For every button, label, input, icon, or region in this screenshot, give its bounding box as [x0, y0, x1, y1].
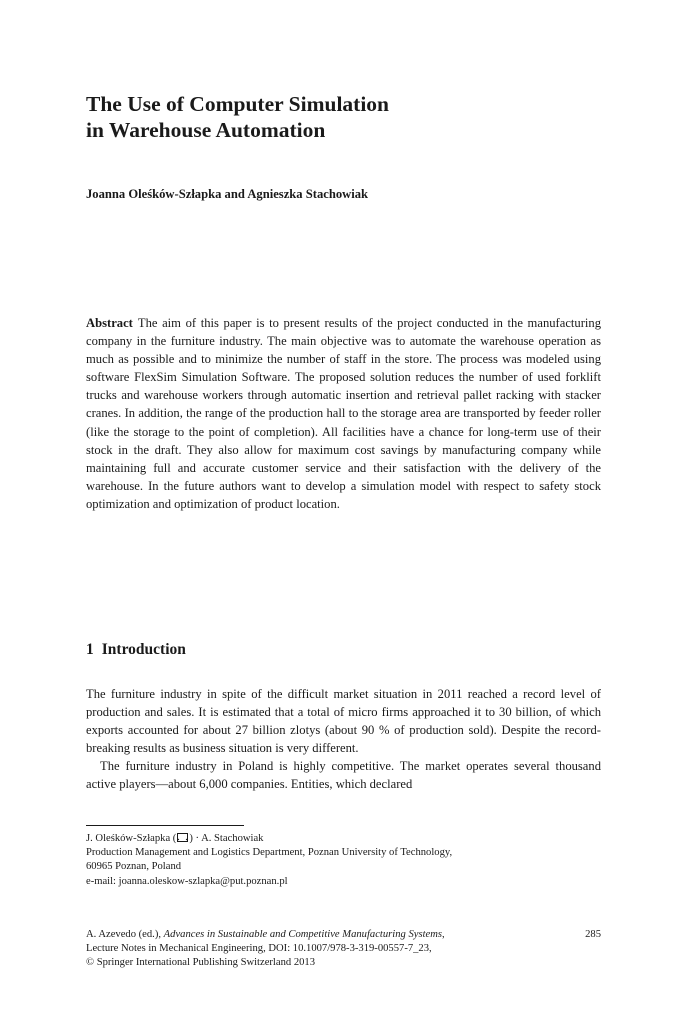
- envelope-icon: [177, 833, 188, 842]
- book-title: Advances in Sustainable and Competitive Manufacturing Systems: [163, 929, 443, 940]
- footnote-email: e-mail: joanna.oleskow-szlapka@put.poznan.pl: [86, 875, 288, 887]
- footnote-affiliation: Production Management and Logistics Department, Poznan University of Technology,: [86, 847, 453, 859]
- paper-title: [86, 91, 601, 143]
- section-heading: [86, 640, 186, 660]
- section-body: [86, 685, 601, 794]
- abstract: [86, 314, 601, 513]
- section-title: Introduction: [101, 641, 186, 658]
- footnote-address: 60965 Poznan, Poland: [86, 861, 182, 873]
- author-list: Joanna Oleśków-Szłapka and Agnieszka Stachowiak: [86, 187, 369, 201]
- abstract-label: Abstract: [86, 316, 133, 330]
- title-line-1: The Use of Computer Simulation: [86, 92, 390, 116]
- body-paragraph: The furniture industry in Poland is highly competitive. The market operates several thousand active players—about 6,000 companies. Entities, which declared: [86, 759, 601, 792]
- footnote-divider: [86, 825, 244, 826]
- abstract-text: The aim of this paper is to present results of the project conducted in the manufacturing company in the furniture industry. The main objective was to automate the warehouse operation as much as possible and to minimize the number of staff in the store. The process was modeled using software FlexSim Simulation Software. The proposed solution reduces the number of used forklift trucks and warehouse workers through automatic insertion and retrieval pallet racking with stacker cranes. In addition, the range of the production hall to the storage area are transported by feeder roller (like the storage to the point of completion). All facilities have a chance for long-term use of their stock in the draft. They also allow for maximum cost savings by manufacturing company while maintaining full and accurate customer service and their satisfaction with the delivery of the warehouse. In the future authors want to develop a simulation model with respect to safety stock optimization and optimization of product location.: [86, 316, 601, 511]
- citation-block: [86, 928, 601, 971]
- citation-series: Lecture Notes in Mechanical Engineering, DOI: 10.1007/978-3-319-00557-7_23,: [86, 943, 432, 955]
- footnote-authors: J. Oleśków-Szłapka ( ) · A. Stachowiak: [86, 833, 264, 844]
- title-line-2: in Warehouse Automation: [86, 118, 326, 142]
- page-number: 285: [585, 929, 601, 940]
- section-number: 1: [86, 641, 94, 658]
- copyright-line: © Springer International Publishing Switzerland 2013: [86, 957, 316, 969]
- author-footnote: [86, 832, 601, 889]
- citation-source: A. Azevedo (ed.), Advances in Sustainable and Competitive Manufacturing Systems,: [86, 929, 445, 940]
- body-paragraph: The furniture industry in spite of the difficult market situation in 2011 reached a record level of production and sales. It is estimated that a total of micro firms approached it to 30 billion, of which exports accounted for about 27 billion zlotys (about 90 % of production sold). Despite the record-breaking results as business situation is very different.: [86, 687, 601, 756]
